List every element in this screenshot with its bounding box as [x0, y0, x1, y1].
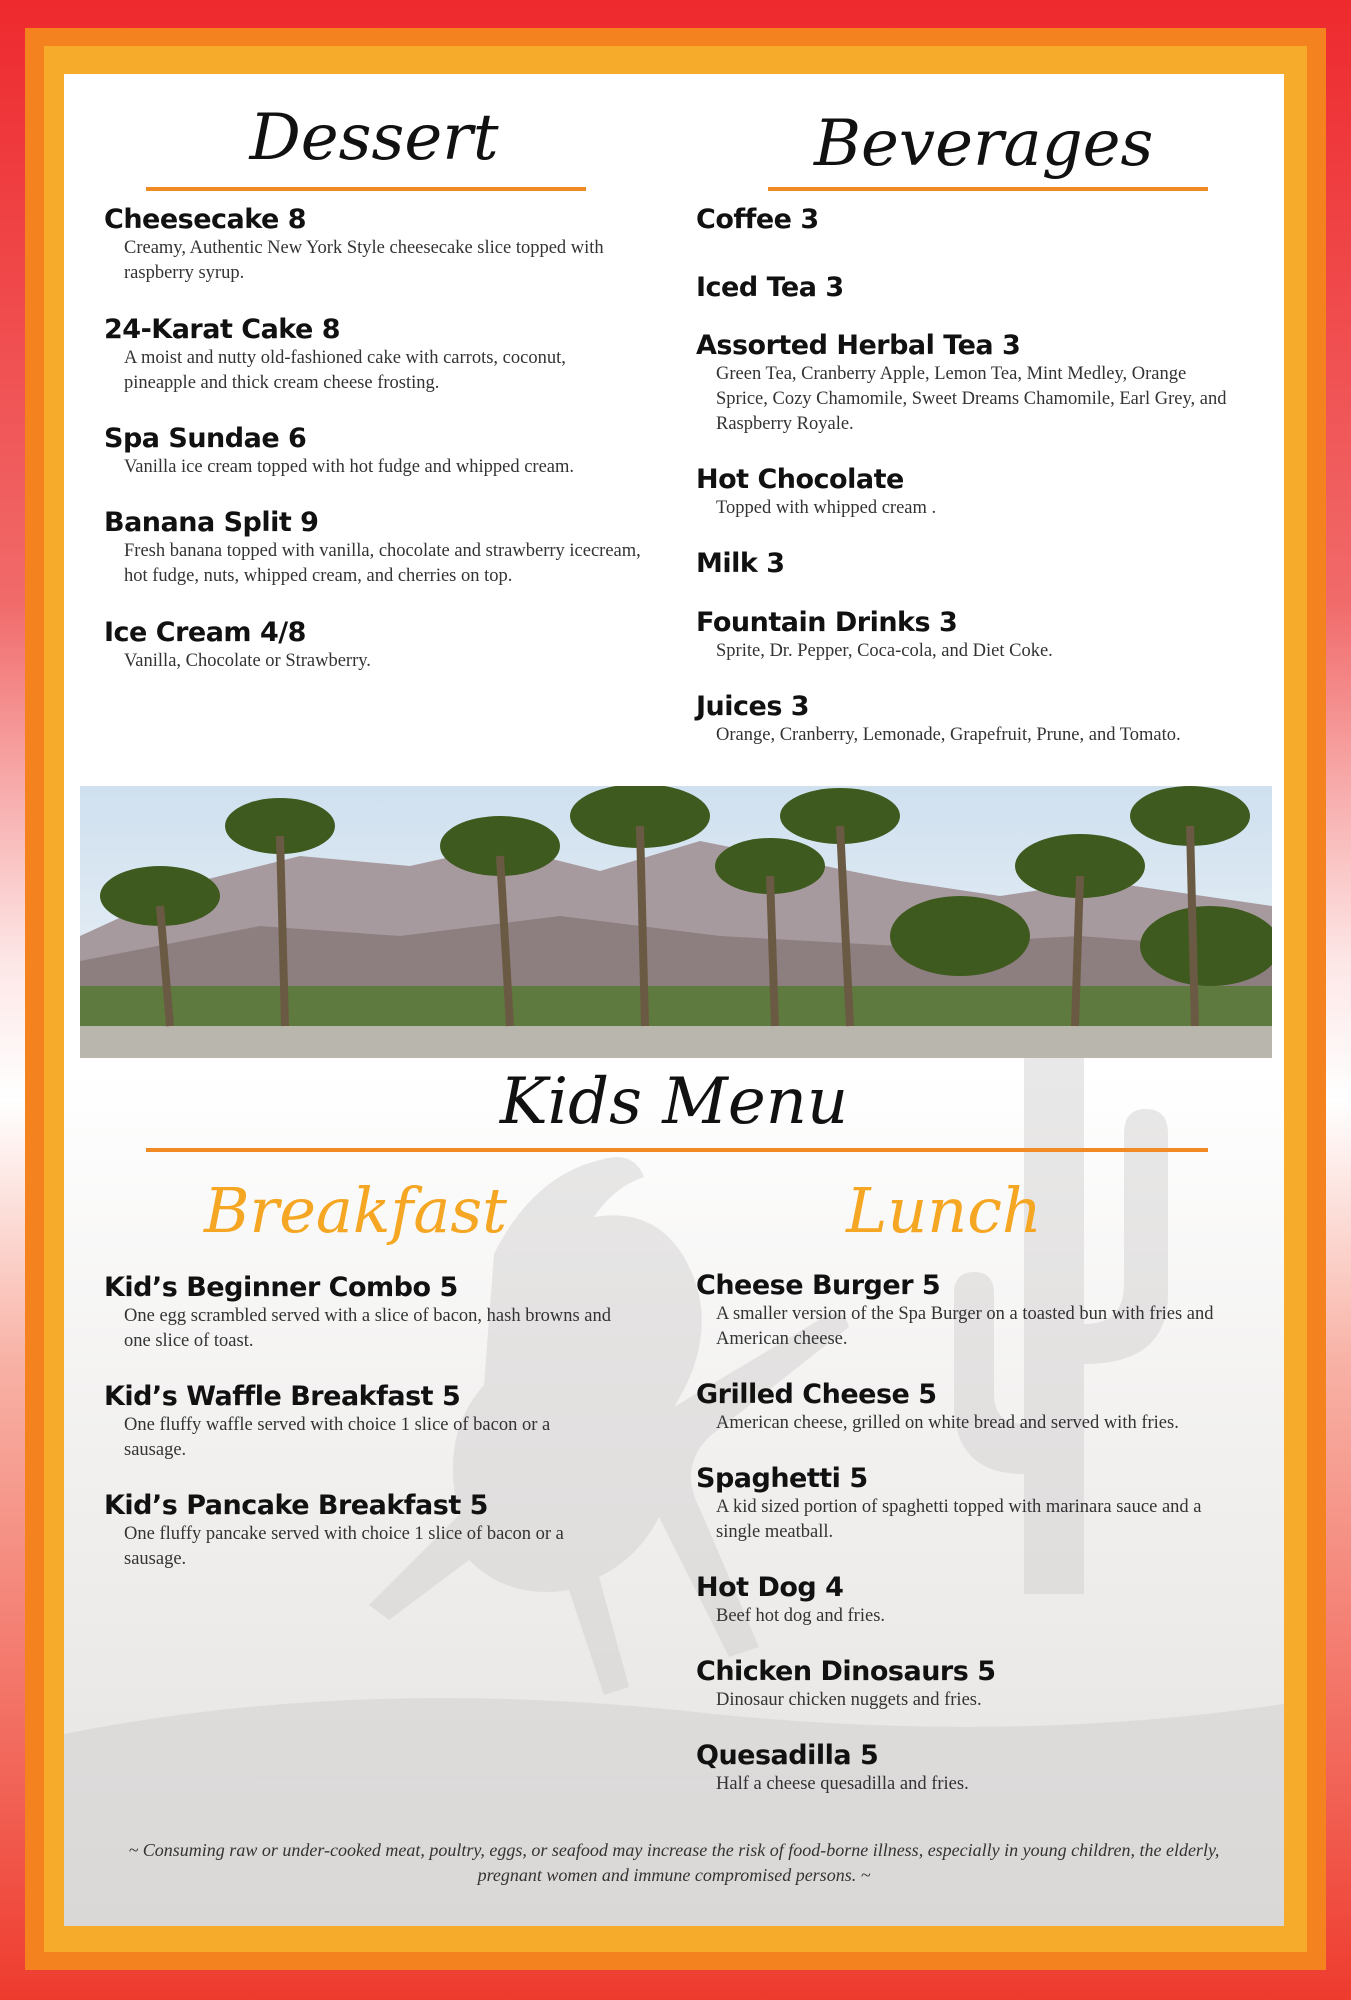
item-name: Coffee 3: [696, 204, 819, 235]
item-description: Orange, Cranberry, Lemonade, Grapefruit, Prune, and Tomato.: [716, 725, 1181, 745]
lunch-item: [696, 1572, 1236, 1629]
item-name: Ice Cream 4/8: [104, 617, 306, 648]
lunch-item: [696, 1379, 1256, 1436]
kids-menu-title: Kids Menu: [499, 1065, 849, 1139]
item-description: Beef hot dog and fries.: [716, 1606, 886, 1626]
item-description: Half a cheese quesadilla and fries.: [716, 1774, 969, 1794]
dessert-item: [104, 314, 624, 396]
item-name: Spa Sundae 6: [104, 423, 307, 454]
beverage-item: [696, 204, 1236, 236]
dessert-title-rule: [146, 187, 586, 191]
item-name: Cheese Burger 5: [696, 1270, 941, 1301]
item-description: Vanilla, Chocolate or Strawberry.: [124, 651, 371, 671]
beverage-item: [696, 272, 1236, 304]
item-name: Hot Chocolate: [696, 464, 904, 495]
beverage-item: [696, 548, 1236, 580]
item-name: Grilled Cheese 5: [696, 1379, 937, 1410]
dessert-item: [104, 617, 624, 674]
item-name: Fountain Drinks 3: [696, 607, 958, 638]
item-description: American cheese, grilled on white bread and served with fries.: [716, 1413, 1179, 1433]
breakfast-item: [104, 1381, 604, 1463]
lunch-item: [696, 1270, 1236, 1352]
item-name: Milk 3: [696, 548, 785, 579]
dessert-title: Dessert: [249, 101, 499, 175]
item-description: Topped with whipped cream .: [716, 498, 937, 518]
lunch-item: [696, 1740, 1236, 1797]
lunch-item: [696, 1656, 1236, 1713]
item-name: Assorted Herbal Tea 3: [696, 330, 1021, 361]
food-safety-disclaimer: ~ Consuming raw or under-cooked meat, poultry, eggs, or seafood may increase the risk of food-borne illness, especially in young children, the elderly, pregnant women and immune compromised persons. ~: [128, 1840, 1220, 1885]
beverages-title: Beverages: [814, 107, 1154, 181]
item-description: One fluffy pancake served with choice 1 slice of bacon or a sausage.: [124, 1524, 564, 1569]
kids-menu-title-rule: [146, 1148, 1208, 1152]
item-name: 24-Karat Cake 8: [104, 314, 341, 345]
dessert-item: [104, 204, 624, 286]
item-description: One fluffy waffle served with choice 1 slice of bacon or a sausage.: [124, 1415, 551, 1460]
item-name: Kid’s Pancake Breakfast 5: [104, 1490, 488, 1521]
item-description: A kid sized portion of spaghetti topped with marinara sauce and a single meatball.: [716, 1497, 1202, 1542]
item-description: A smaller version of the Spa Burger on a toasted bun with fries and American cheese.: [716, 1304, 1214, 1349]
item-name: Spaghetti 5: [696, 1463, 868, 1494]
beverage-item: [696, 464, 1236, 521]
lunch-item: [696, 1463, 1236, 1545]
beverages-title-rule: [768, 187, 1208, 191]
breakfast-title: Breakfast: [204, 1174, 508, 1247]
item-description: A moist and nutty old-fashioned cake with carrots, coconut, pineapple and thick cream cheese frosting.: [124, 348, 566, 393]
lunch-title: Lunch: [846, 1174, 1042, 1247]
dessert-item: [104, 423, 644, 480]
beverage-item: [696, 691, 1256, 748]
breakfast-item: [104, 1490, 604, 1572]
item-name: Chicken Dinosaurs 5: [696, 1656, 996, 1687]
item-description: Sprite, Dr. Pepper, Coca-cola, and Diet Coke.: [716, 641, 1053, 661]
item-name: Iced Tea 3: [696, 272, 844, 303]
breakfast-item: [104, 1272, 624, 1354]
item-name: Hot Dog 4: [696, 1572, 844, 1603]
item-description: Fresh banana topped with vanilla, chocolate and strawberry icecream, hot fudge, nuts, whipped cream, and cherries on top.: [124, 541, 641, 586]
item-description: Vanilla ice cream topped with hot fudge and whipped cream.: [124, 457, 575, 477]
item-name: Kid’s Waffle Breakfast 5: [104, 1381, 461, 1412]
palm-trees-mountain-photo: [80, 786, 1272, 1058]
item-description: One egg scrambled served with a slice of bacon, hash browns and one slice of toast.: [124, 1306, 612, 1351]
item-description: Green Tea, Cranberry Apple, Lemon Tea, Mint Medley, Orange Sprice, Cozy Chamomile, Sweet Dreams Chamomile, Earl Grey, and Raspberry Royale.: [716, 364, 1227, 434]
item-description: Dinosaur chicken nuggets and fries.: [716, 1690, 982, 1710]
item-name: Kid’s Beginner Combo 5: [104, 1272, 458, 1303]
dessert-item: [104, 507, 644, 589]
item-name: Juices 3: [696, 691, 810, 722]
menu-panel: [64, 74, 1284, 1926]
item-name: Quesadilla 5: [696, 1740, 879, 1771]
item-name: Cheesecake 8: [104, 204, 306, 235]
beverage-item: [696, 330, 1241, 437]
item-name: Banana Split 9: [104, 507, 319, 538]
item-description: Creamy, Authentic New York Style cheesecake slice topped with raspberry syrup.: [124, 238, 604, 283]
beverage-item: [696, 607, 1236, 664]
